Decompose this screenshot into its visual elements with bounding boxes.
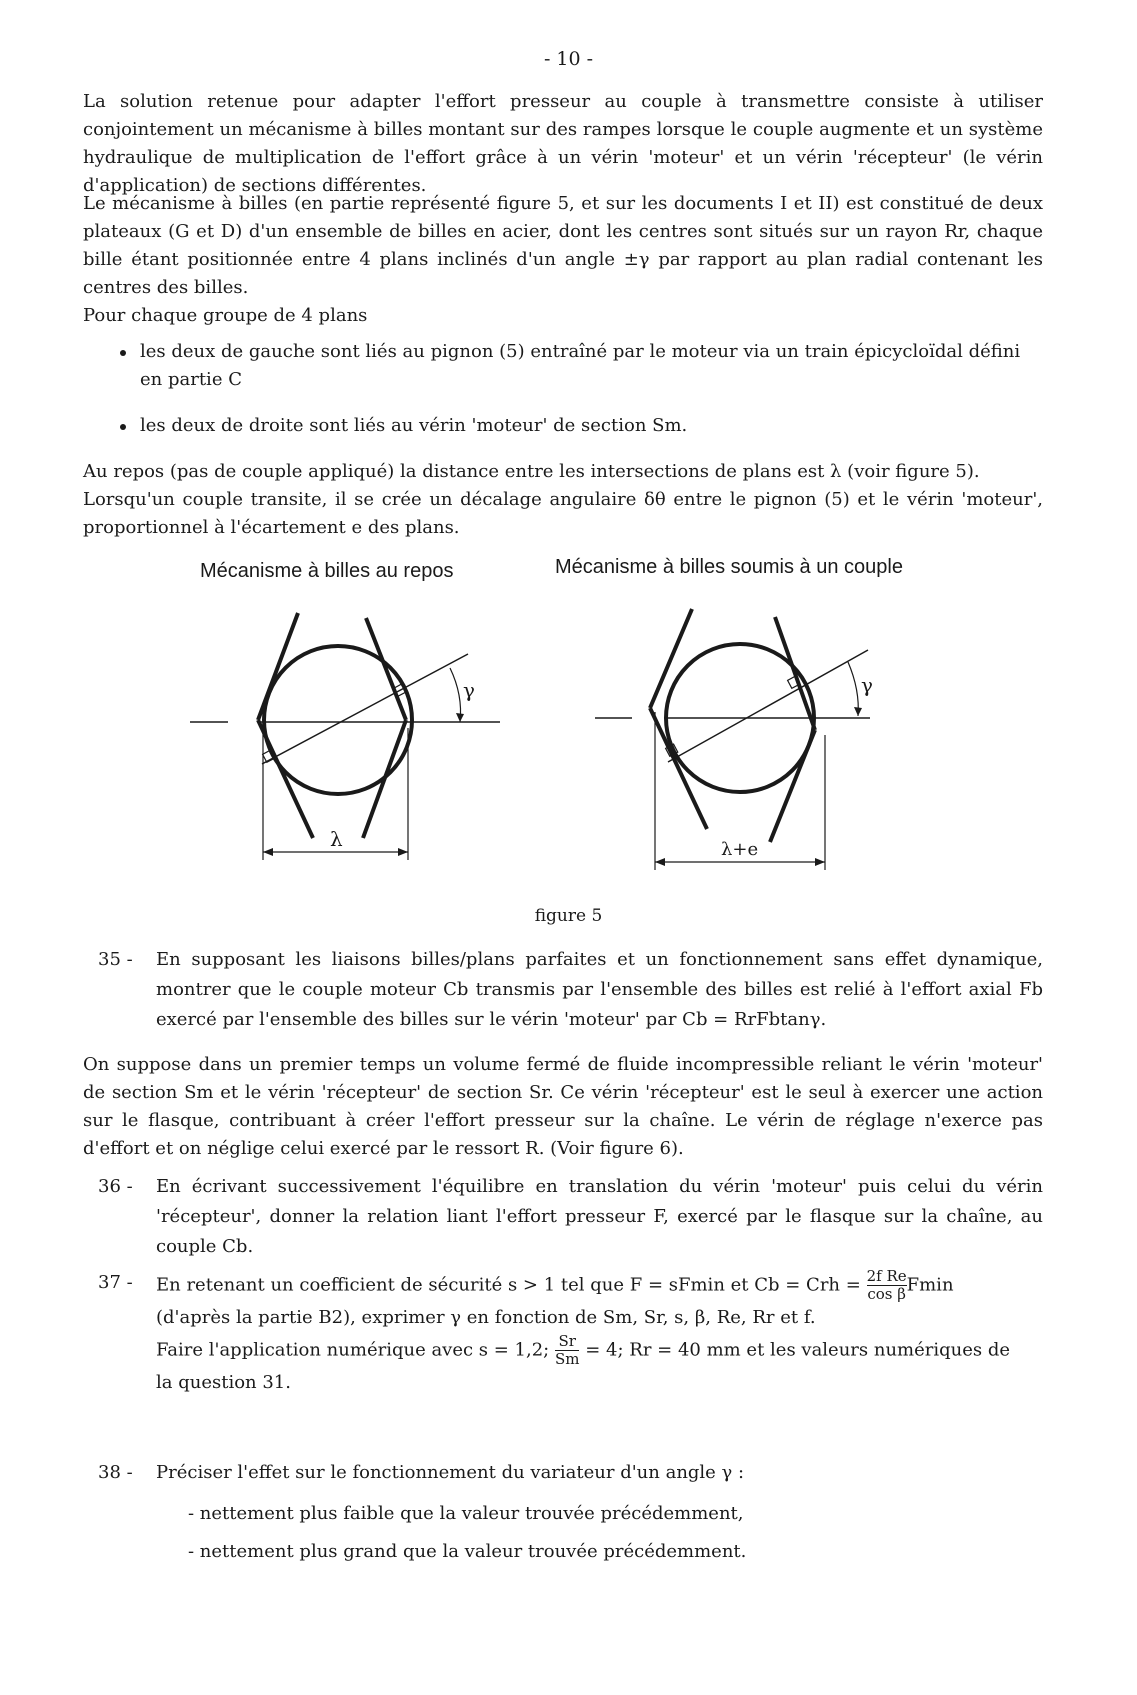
page-number: - 10 - bbox=[543, 48, 594, 70]
bullet-dot bbox=[120, 424, 126, 430]
bullet-text: les deux de droite sont liés au vérin 'moteur' de section Sm. bbox=[140, 415, 688, 436]
q38-item-higher: - nettement plus grand que la valeur trouvée précédemment. bbox=[188, 1541, 747, 1562]
fraction-2f-re-cos-beta bbox=[867, 1268, 907, 1303]
q37-line3-b: = 4; Rr = 40 mm et les valeurs numériques de bbox=[585, 1339, 1011, 1361]
bullet-item-left-planes bbox=[120, 338, 1040, 394]
inclined-plane bbox=[650, 708, 707, 829]
gamma-label-rest: γ bbox=[463, 678, 475, 702]
question-number: 36 - bbox=[98, 1176, 133, 1197]
question-36 bbox=[98, 1172, 1043, 1262]
lambda-label: λ bbox=[330, 827, 343, 851]
hypothesis-paragraph: On suppose dans un premier temps un volume fermé de fluide incompressible reliant le vérin 'moteur' de section Sm et le vérin 'récepteur' de section Sr. Ce vérin 'récepteur' est le seul à exercer une action sur le flasque, contribuant à créer l'effort presseur sur la chaîne. Le vérin de réglage n'exerce pas d'effort et on néglige celui exercé par le ressort R. (Voir figure 6). bbox=[83, 1054, 1043, 1159]
arrow-head bbox=[815, 858, 825, 866]
inclined-plane bbox=[775, 617, 815, 730]
figure-title-rest: Mécanisme à billes au repos bbox=[200, 560, 454, 582]
intro-paragraph-3: Pour chaque groupe de 4 plans bbox=[83, 305, 368, 326]
bullet-item-right-planes bbox=[120, 412, 1040, 440]
question-number: 38 - bbox=[98, 1462, 133, 1483]
question-text: Préciser l'effet sur le fonctionnement du variateur d'un angle γ : bbox=[156, 1462, 745, 1483]
q37-line1-a: En retenant un coefficient de sécurité s > 1 tel que F = sFmin et Cb = Crh = bbox=[156, 1274, 861, 1296]
fraction-denominator: cos β bbox=[867, 1285, 906, 1303]
intro-paragraph-1: La solution retenue pour adapter l'effort presseur au couple à transmettre consiste à utiliser conjointement un mécanisme à billes montant sur des rampes lorsque le couple augmente et un système hydraulique de multiplication de l'effort grâce à un vérin 'moteur' et un vérin 'récepteur' (le vérin d'application) de sections différentes. bbox=[83, 91, 1043, 196]
bullet-text: les deux de gauche sont liés au pignon (5) entraîné par le moteur via un train épicycloïdal défini en partie C bbox=[140, 341, 1021, 390]
question-text bbox=[156, 1268, 1043, 1398]
inclined-plane bbox=[770, 730, 815, 842]
inclined-plane bbox=[363, 720, 406, 838]
figure-title-couple: Mécanisme à billes soumis à un couple bbox=[555, 556, 903, 578]
bullet-dot bbox=[120, 350, 126, 356]
ball-circle bbox=[264, 646, 412, 794]
lambda-e-label: λ+e bbox=[721, 839, 759, 860]
q38-item-lower: - nettement plus faible que la valeur trouvée précédemment, bbox=[188, 1503, 744, 1524]
fraction-numerator: 2f Re bbox=[866, 1267, 907, 1285]
inclined-plane bbox=[258, 720, 313, 838]
question-text: En écrivant successivement l'équilibre en translation du vérin 'moteur' puis celui du vérin 'récepteur', donner la relation liant l'effort presseur F, exercé par le flasque sur la chaîne, au couple Cb. bbox=[156, 1176, 1043, 1257]
inclined-axis-line bbox=[668, 650, 868, 762]
figure-caption: figure 5 bbox=[534, 906, 603, 926]
figure-5-diagram bbox=[0, 590, 1137, 890]
arrow-head bbox=[854, 707, 862, 716]
fraction-numerator: Sr bbox=[558, 1332, 576, 1350]
fraction-sr-sm bbox=[555, 1333, 580, 1368]
inclined-axis-line bbox=[262, 654, 468, 764]
arrow-head bbox=[655, 858, 665, 866]
q37-line1-b: Fmin bbox=[906, 1274, 954, 1296]
q37-line2: (d'après la partie B2), exprimer γ en fonction de Sm, Sr, s, β, Re, Rr et f. bbox=[156, 1307, 816, 1328]
ball-mechanism-rest bbox=[190, 613, 500, 860]
question-number: 37 - bbox=[98, 1272, 133, 1293]
fraction-denominator: Sm bbox=[554, 1350, 580, 1368]
inclined-plane bbox=[258, 613, 298, 720]
arrow-head bbox=[456, 713, 464, 722]
question-number: 35 - bbox=[98, 949, 133, 970]
question-37 bbox=[98, 1268, 1043, 1398]
question-text: En supposant les liaisons billes/plans parfaites et un fonctionnement sans effet dynamique, montrer que le couple moteur Cb transmis par l'ensemble des billes est relié à l'effort axial Fb exercé par l'ensemble des billes sur le vérin 'moteur' par Cb = RrFbtanγ. bbox=[156, 949, 1043, 1030]
rest-paragraph-2: Lorsqu'un couple transite, il se crée un décalage angulaire δθ entre le pignon (5) et le vérin 'moteur', proportionnel à l'écartement e des plans. bbox=[83, 489, 1043, 538]
gamma-label-couple: γ bbox=[861, 673, 873, 697]
ball-mechanism-couple bbox=[595, 609, 870, 870]
question-38 bbox=[98, 1458, 1043, 1488]
question-35 bbox=[98, 945, 1043, 1035]
arrow-head bbox=[398, 848, 408, 856]
q37-line3-a: Faire l'application numérique avec s = 1,2; bbox=[156, 1339, 550, 1361]
arrow-head bbox=[263, 848, 273, 856]
q37-line4: la question 31. bbox=[156, 1372, 291, 1393]
rest-paragraph-1: Au repos (pas de couple appliqué) la distance entre les intersections de plans est λ (voir figure 5). bbox=[83, 461, 980, 482]
intro-paragraph-2: Le mécanisme à billes (en partie représenté figure 5, et sur les documents I et II) est constitué de deux plateaux (G et D) d'un ensemble de billes en acier, dont les centres sont situés sur un rayon Rr, chaque bille étant positionnée entre 4 plans inclinés d'un angle ±γ par rapport au plan radial contenant les centres des billes. bbox=[83, 193, 1043, 298]
